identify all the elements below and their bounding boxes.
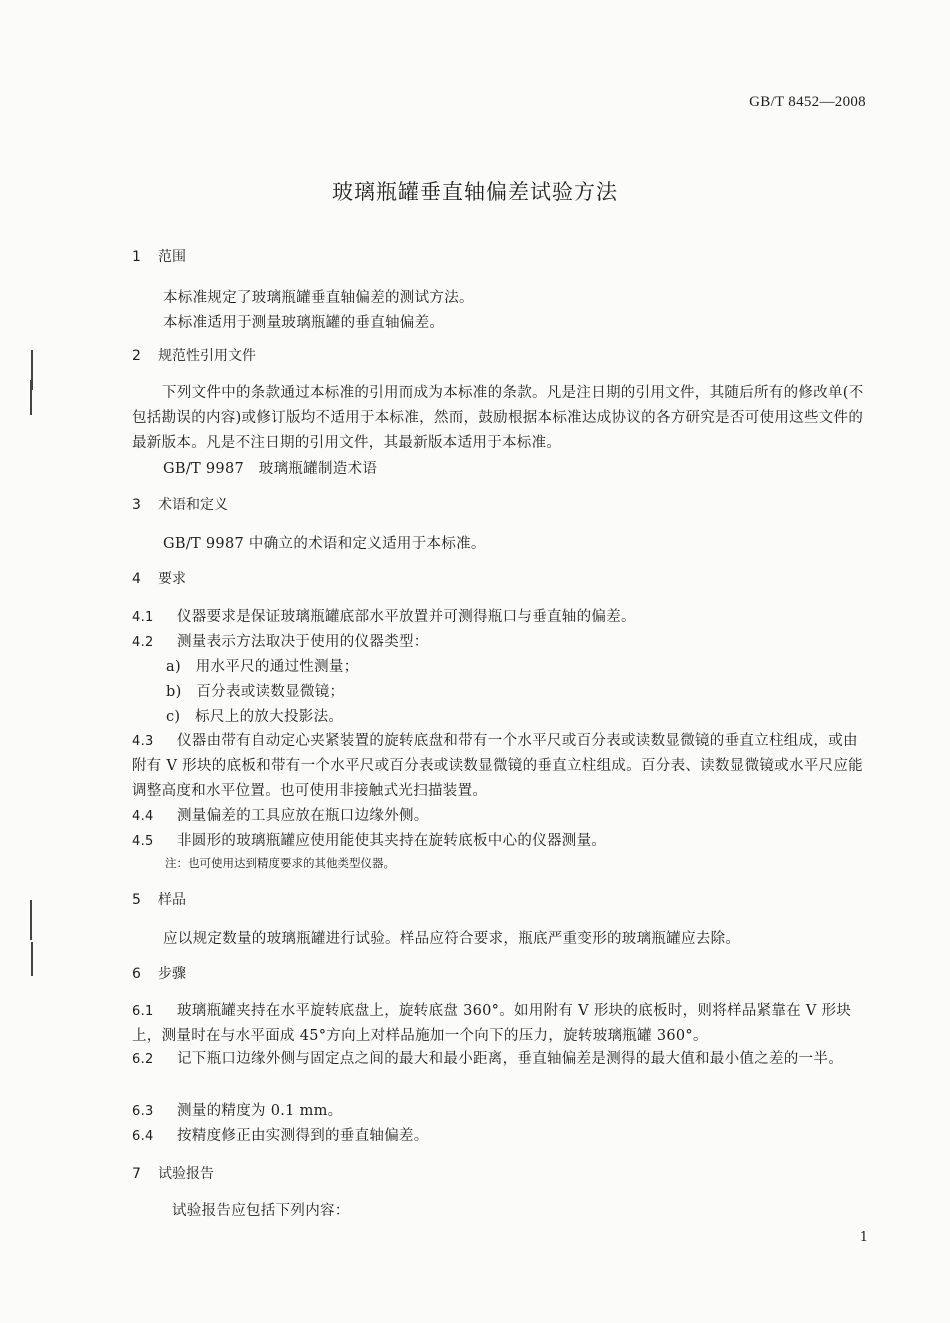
section-2-heading: 2 规范性引用文件 [132, 348, 256, 364]
document-title: 玻璃瓶罐垂直轴偏差试验方法 [332, 180, 618, 204]
clause-6-3: 6.3 测量的精度为 0.1 mm。 [132, 1103, 343, 1119]
section-7-para-1: 试验报告应包括下列内容： [172, 1203, 350, 1219]
section-3-heading: 3 术语和定义 [132, 497, 228, 513]
section-1-para-2: 本标准适用于测量玻璃瓶罐的垂直轴偏差。 [163, 315, 445, 331]
normative-reference: GB/T 9987 玻璃瓶罐制造术语 [163, 461, 378, 477]
section-5-heading: 5 样品 [132, 892, 186, 908]
section-7-heading: 7 试验报告 [132, 1166, 214, 1182]
section-1-heading: 1 范围 [132, 249, 186, 265]
clause-6-4: 6.4 按精度修正由实测得到的垂直轴偏差。 [132, 1128, 429, 1144]
section-4-heading: 4 要求 [132, 571, 186, 587]
list-item-a: a) 用水平尺的通过性测量； [166, 659, 359, 675]
note: 注：也可使用达到精度要求的其他类型仪器。 [165, 856, 395, 870]
standard-code: GB/T 8452—2008 [749, 94, 866, 110]
clause-4-2: 4.2 测量表示方法取决于使用的仪器类型： [132, 634, 429, 650]
clause-6-1: 6.1 玻璃瓶罐夹持在水平旋转底盘上，旋转底盘 360°。如用附有 V 形块的底板时，则将样品紧靠在 V 形块上，测量时在与水平面成 45°方向上对样品施加一个向下的压力，旋转玻璃瓶罐 360°。 [132, 1003, 852, 1044]
section-3-para-1: GB/T 9987 中确立的术语和定义适用于本标准。 [163, 536, 486, 552]
section-6-heading: 6 步骤 [132, 966, 186, 982]
clause-6-2: 6.2 记下瓶口边缘外侧与固定点之间的最大和最小距离，垂直轴偏差是测得的最大值和最小值之差的一半。 [132, 1051, 843, 1067]
list-item-c: c) 标尺上的放大投影法。 [166, 709, 344, 725]
scan-mark [30, 380, 32, 415]
list-item-b: b) 百分表或读数显微镜； [166, 684, 345, 700]
clause-4-5: 4.5 非圆形的玻璃瓶罐应使用能使其夹持在旋转底板中心的仪器测量。 [132, 833, 607, 849]
page-number: 1 [859, 1230, 868, 1245]
clause-4-1: 4.1 仪器要求是保证玻璃瓶罐底部水平放置并可测得瓶口与垂直轴的偏差。 [132, 609, 636, 625]
scan-mark [30, 900, 32, 940]
clause-4-4: 4.4 测量偏差的工具应放在瓶口边缘外侧。 [132, 808, 429, 824]
section-2-para-1: 下列文件中的条款通过本标准的引用而成为本标准的条款。凡是注日期的引用文件，其随后所有的修改单(不包括勘误的内容)或修订版均不适用于本标准，然而，鼓励根据本标准达成协议的各方研究是否可使用这些文件的最新版本。凡是不注日期的引用文件，其最新版本适用于本标准。 [132, 385, 864, 451]
scan-mark [31, 942, 33, 976]
clause-4-3: 4.3 仪器由带有自动定心夹紧装置的旋转底盘和带有一个水平尺或百分表或读数显微镜的垂直立柱组成，或由附有 V 形块的底板和带有一个水平尺或百分表或读数显微镜的垂直立柱组成。百分表、读数显微镜或水平尺应能调整高度和水平位置。也可使用非接触式光扫描装置。 [132, 733, 863, 799]
section-5-para-1: 应以规定数量的玻璃瓶罐进行试验。样品应符合要求，瓶底严重变形的玻璃瓶罐应去除。 [163, 931, 741, 947]
section-1-para-1: 本标准规定了玻璃瓶罐垂直轴偏差的测试方法。 [163, 290, 474, 306]
